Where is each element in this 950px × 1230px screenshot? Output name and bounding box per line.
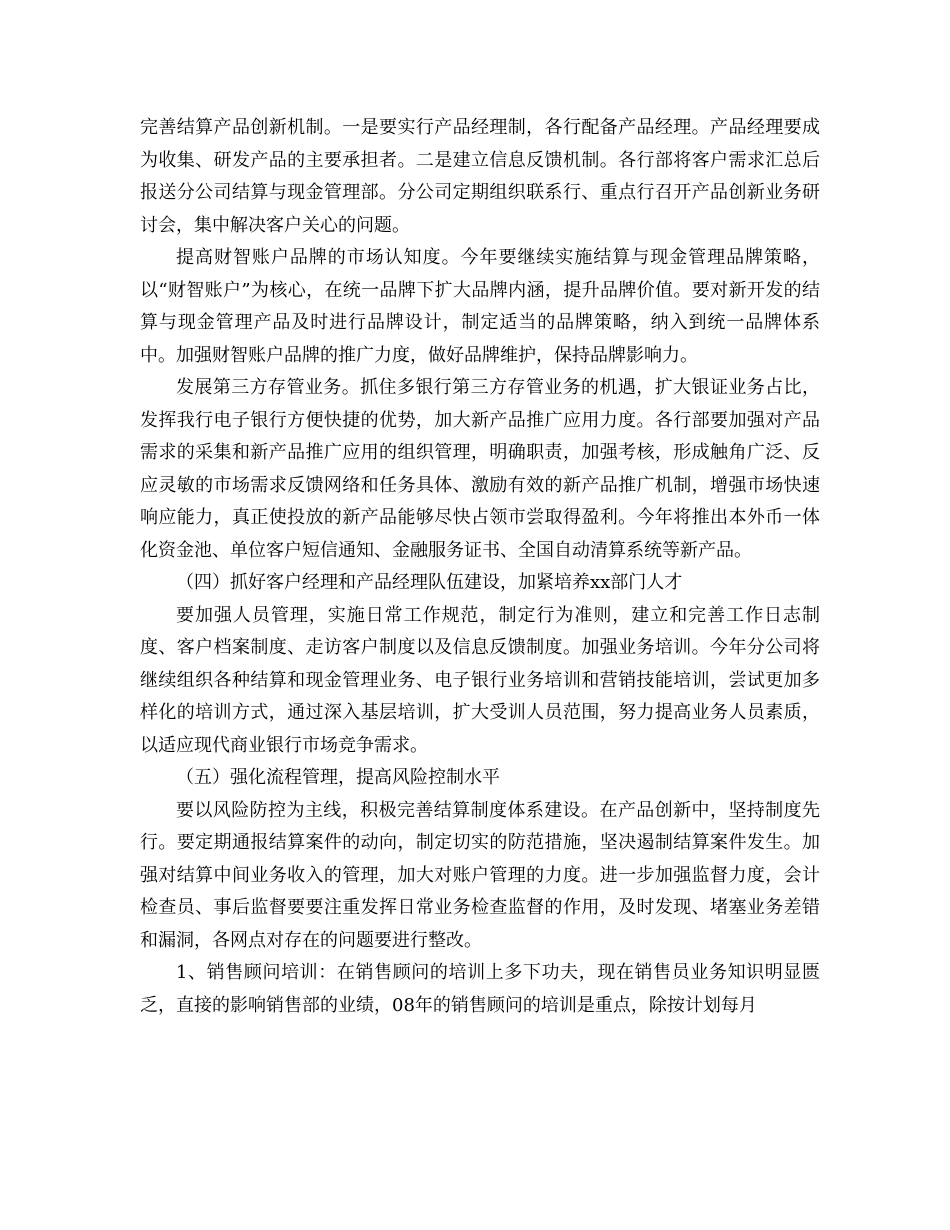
paragraph-third-party-custody: 发展第三方存管业务。抓住多银行第三方存管业务的机遇，扩大银证业务占比，发挥我行电子银行方便快捷的优势，加大新产品推广应用力度。各行部要加强对产品需求的采集和新产品推广应用的组织管理，明确职责，加强考核，形成触角广泛、反应灵敏的市场需求反馈网络和任务具体、激励有效的新产品推广机制，增强市场快速响应能力，真正使投放的新产品能够尽快占领市尝取得盈利。今年将推出本外币一体化资金池、单位客户短信通知、金融服务证书、全国自动清算系统等新产品。 [140,377,820,561]
paragraph-brand-awareness: 提高财智账户品牌的市场认知度。今年要继续实施结算与现金管理品牌策略，以“财智账户”为核心，在统一品牌下扩大品牌内涵，提升品牌价值。要对新开发的结算与现金管理产品及时进行品牌设计，制定适当的品牌策略，纳入到统一品牌体系中。加强财智账户品牌的推广力度，做好品牌维护，保持品牌影响力。 [140,247,820,366]
paragraph-sales-training: 1、销售顾问培训：在销售顾问的培训上多下功夫，现在销售员业务知识明显匮乏，直接的影响销售部的业绩，08年的销售顾问的培训是重点，除按计划每月 [140,962,820,1016]
section-heading-process-management: （五）强化流程管理，提高风险控制水平 [176,767,500,788]
section-heading-team-building: （四）抓好客户经理和产品经理队伍建设，加紧培养xx部门人才 [176,572,683,593]
paragraph-staff-management: 要加强人员管理，实施日常工作规范，制定行为准则，建立和完善工作日志制度、客户档案制度、走访客户制度以及信息反馈制度。加强业务培训。今年分公司将继续组织各种结算和现金管理业务、电子银行业务培训和营销技能培训，尝试更加多样化的培训方式，通过深入基层培训，扩大受训人员范围，努力提高业务人员素质，以适应现代商业银行市场竞争需求。 [140,604,820,756]
paragraph-risk-control: 要以风险防控为主线，积极完善结算制度体系建设。在产品创新中，坚持制度先行。要定期通报结算案件的动向，制定切实的防范措施，坚决遏制结算案件发生。加强对结算中间业务收入的管理，加大对账户管理的力度。进一步加强监督力度，会计检查员、事后监督要要注重发挥日常业务检查监督的作用，及时发现、堵塞业务差错和漏洞，各网点对存在的问题要进行整改。 [140,799,820,951]
document-page [140,112,820,1022]
paragraph-settlement-innovation: 完善结算产品创新机制。一是要实行产品经理制，各行配备产品经理。产品经理要成为收集、研发产品的主要承担者。二是建立信息反馈机制。各行部将客户需求汇总后报送分公司结算与现金管理部。分公司定期组织联系行、重点行召开产品创新业务研讨会，集中解决客户关心的问题。 [140,117,820,236]
